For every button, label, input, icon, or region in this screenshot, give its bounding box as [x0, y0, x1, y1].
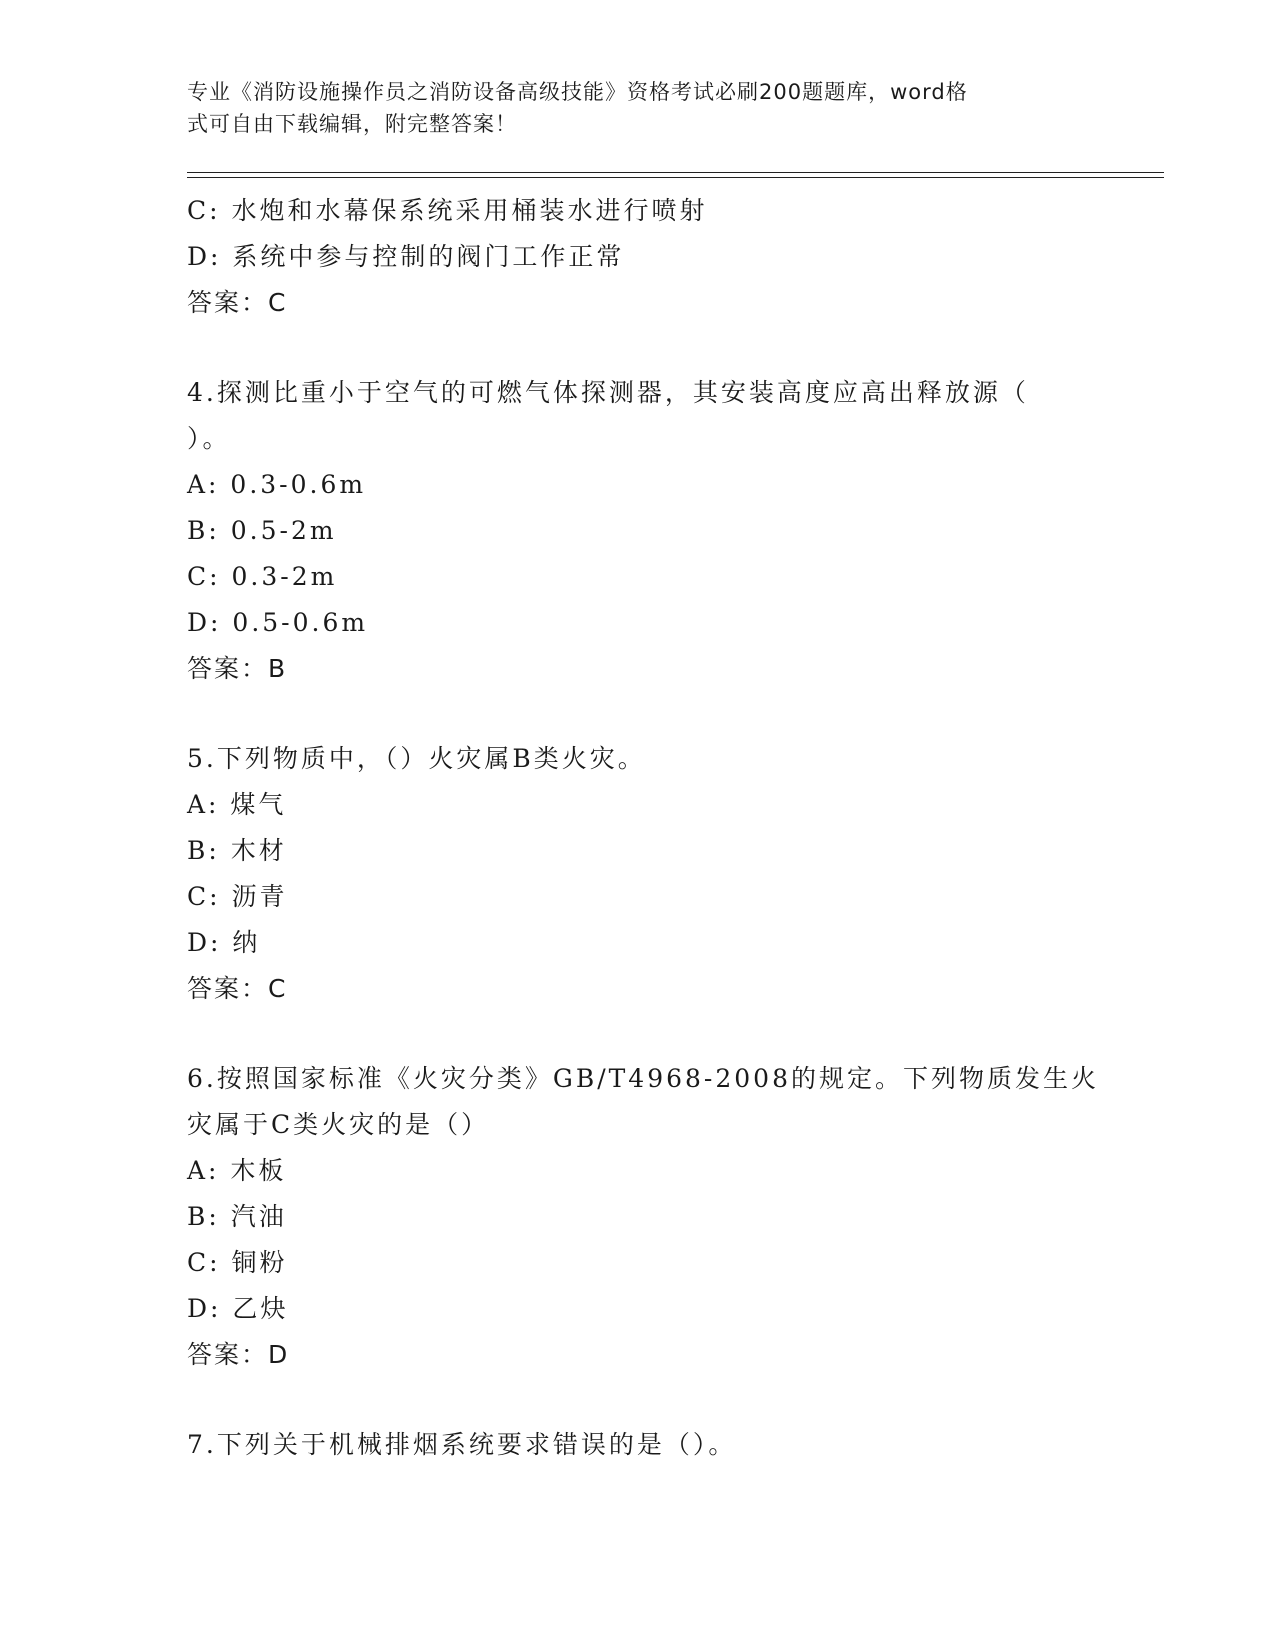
header-rule-bottom: [187, 177, 1164, 178]
question-7: [187, 1422, 1087, 1468]
header-line-2: 式可自由下载编辑，附完整答案！: [187, 112, 517, 136]
option-c: C: 铜粉: [187, 1248, 288, 1277]
answer: 答案：C: [187, 288, 288, 317]
option-a: A: 木板: [187, 1156, 287, 1185]
option-a: A: 0.3-0.6m: [187, 470, 367, 499]
option-d: D: 纳: [187, 928, 261, 957]
question-4: [187, 370, 1087, 692]
option-a: A: 煤气: [187, 790, 287, 819]
question-stem-line: 灾属于C类火灾的是（）: [187, 1110, 490, 1139]
option-c: C: 水炮和水幕保系统采用桶装水进行喷射: [187, 196, 708, 225]
option-b: B: 木材: [187, 836, 287, 865]
option-c: C: 0.3-2m: [187, 562, 338, 591]
header-line-1: 专业《消防设施操作员之消防设备高级技能》资格考试必刷200题题库，word格: [187, 80, 968, 104]
question-stem-line: ）。: [187, 424, 231, 453]
question-stem-line: 7.下列关于机械排烟系统要求错误的是（）。: [187, 1430, 737, 1459]
document-header: [187, 76, 1077, 140]
question-stem-line: 4.探测比重小于空气的可燃气体探测器，其安装高度应高出释放源（: [187, 378, 1029, 407]
option-d: D: 0.5-0.6m: [187, 608, 369, 637]
option-d: D: 乙炔: [187, 1294, 289, 1323]
header-rule-top: [187, 172, 1164, 173]
answer: 答案：D: [187, 1340, 290, 1369]
option-c: C: 沥青: [187, 882, 288, 911]
question-stem-line: 6.按照国家标准《火灾分类》GB/T4968-2008的规定。下列物质发生火: [187, 1064, 1099, 1093]
question-stem-line: 5.下列物质中，（）火灾属B类火灾。: [187, 744, 646, 773]
answer: 答案：C: [187, 974, 288, 1003]
question-list: [187, 188, 1099, 1468]
question-6: [187, 1056, 1099, 1378]
question-3-continued: [187, 188, 1087, 326]
question-5: [187, 736, 1087, 1012]
option-b: B: 0.5-2m: [187, 516, 337, 545]
option-d: D: 系统中参与控制的阀门工作正常: [187, 242, 625, 271]
answer: 答案：B: [187, 654, 288, 683]
option-b: B: 汽油: [187, 1202, 287, 1231]
